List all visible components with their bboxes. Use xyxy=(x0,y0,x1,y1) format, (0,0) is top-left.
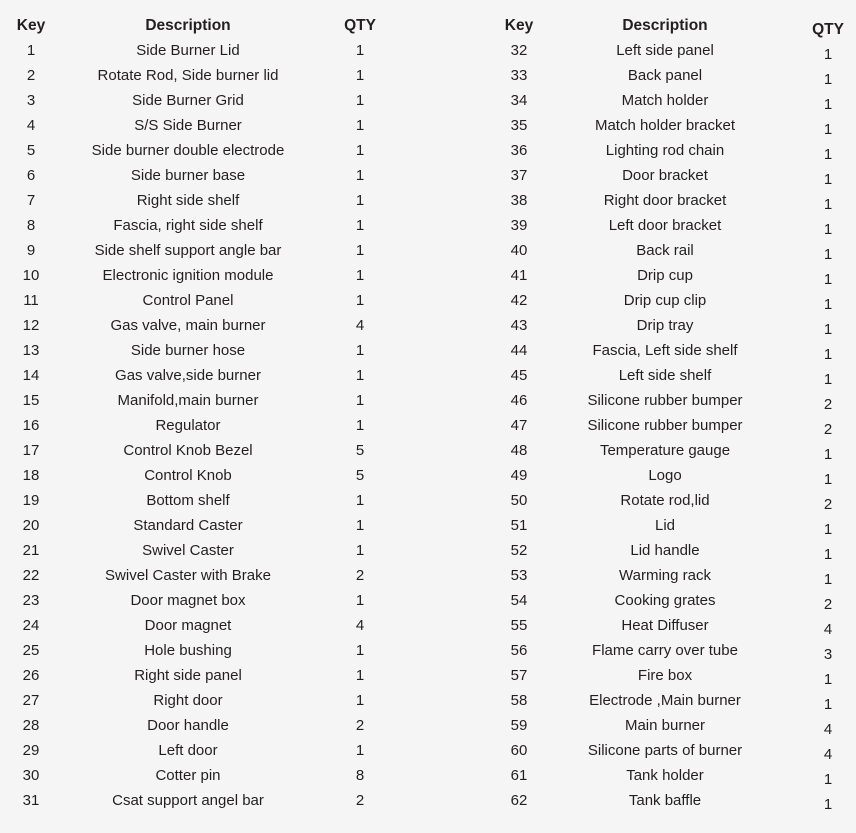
cell-qty: 1 xyxy=(823,771,833,788)
cell-description: Lighting rod chain xyxy=(605,142,725,159)
table-row xyxy=(0,113,400,138)
cell-description: Fire box xyxy=(637,667,693,684)
table-row xyxy=(470,538,856,563)
cell-key: 32 xyxy=(510,42,528,59)
cell-key: 21 xyxy=(22,542,40,559)
table-row xyxy=(470,63,856,88)
cell-description: Silicone rubber bumper xyxy=(587,417,743,434)
table-row xyxy=(470,263,856,288)
cell-qty: 1 xyxy=(823,571,833,588)
cell-qty: 1 xyxy=(355,392,365,409)
cell-description: Right side shelf xyxy=(136,192,240,209)
table-row xyxy=(470,713,856,738)
cell-qty: 1 xyxy=(355,67,365,84)
cell-description: Temperature gauge xyxy=(599,442,731,459)
table-row xyxy=(0,438,400,463)
cell-qty: 1 xyxy=(355,642,365,659)
table-row xyxy=(0,638,400,663)
cell-description: Left door xyxy=(158,742,218,759)
cell-qty: 1 xyxy=(355,342,365,359)
cell-description: Back rail xyxy=(636,242,694,259)
table-row xyxy=(470,588,856,613)
cell-key: 43 xyxy=(510,317,528,334)
table-row xyxy=(470,238,856,263)
cell-description: Regulator xyxy=(155,417,221,434)
cell-qty: 4 xyxy=(823,721,833,738)
cell-qty: 1 xyxy=(823,346,833,363)
table-row xyxy=(470,338,856,363)
cell-description: Right side panel xyxy=(134,667,242,684)
cell-description: Side shelf support angle bar xyxy=(94,242,282,259)
cell-qty: 2 xyxy=(823,421,833,438)
cell-key: 17 xyxy=(22,442,40,459)
cell-description: Control Panel xyxy=(142,292,234,309)
table-row xyxy=(0,538,400,563)
table-row xyxy=(0,513,400,538)
table-row xyxy=(0,313,400,338)
cell-qty: 1 xyxy=(823,546,833,563)
table-row xyxy=(470,288,856,313)
table-row xyxy=(470,488,856,513)
cell-description: Csat support angel bar xyxy=(112,792,264,809)
cell-qty: 1 xyxy=(355,267,365,284)
cell-key: 19 xyxy=(22,492,40,509)
cell-description: Drip tray xyxy=(636,317,694,334)
parts-table-right xyxy=(470,14,856,813)
cell-description: Hole bushing xyxy=(144,642,232,659)
cell-qty: 1 xyxy=(355,367,365,384)
cell-qty: 2 xyxy=(823,596,833,613)
cell-description: Rotate Rod, Side burner lid xyxy=(97,67,279,84)
cell-description: Control Knob Bezel xyxy=(123,442,253,459)
cell-key: 22 xyxy=(22,567,40,584)
table-row xyxy=(0,363,400,388)
cell-description: Cotter pin xyxy=(155,767,221,784)
cell-qty: 1 xyxy=(823,796,833,813)
cell-qty: 1 xyxy=(823,321,833,338)
table-row xyxy=(470,213,856,238)
cell-key: 42 xyxy=(510,292,528,309)
cell-description: Side burner hose xyxy=(130,342,246,359)
cell-key: 10 xyxy=(22,267,40,284)
table-row xyxy=(0,413,400,438)
table-row xyxy=(0,63,400,88)
table-row xyxy=(0,488,400,513)
table-row xyxy=(470,463,856,488)
cell-description: Side Burner Lid xyxy=(136,42,240,59)
cell-key: 9 xyxy=(26,242,36,259)
cell-qty: 4 xyxy=(823,621,833,638)
cell-description: Tank baffle xyxy=(628,792,702,809)
cell-qty: 4 xyxy=(823,746,833,763)
table-row xyxy=(470,138,856,163)
cell-qty: 1 xyxy=(823,146,833,163)
cell-key: 34 xyxy=(510,92,528,109)
table-row xyxy=(470,313,856,338)
cell-key: 41 xyxy=(510,267,528,284)
cell-qty: 1 xyxy=(355,117,365,134)
cell-description: Silicone rubber bumper xyxy=(587,392,743,409)
cell-qty: 4 xyxy=(355,317,365,334)
cell-key: 5 xyxy=(26,142,36,159)
cell-key: 47 xyxy=(510,417,528,434)
cell-description: Fascia, right side shelf xyxy=(113,217,263,234)
cell-key: 6 xyxy=(26,167,36,184)
cell-qty: 8 xyxy=(355,767,365,784)
cell-qty: 1 xyxy=(355,492,365,509)
cell-description: Door bracket xyxy=(622,167,708,184)
table-row xyxy=(0,563,400,588)
table-body xyxy=(0,38,400,813)
cell-description: Lid xyxy=(654,517,676,534)
cell-key: 13 xyxy=(22,342,40,359)
cell-key: 12 xyxy=(22,317,40,334)
table-row xyxy=(0,338,400,363)
table-row xyxy=(0,188,400,213)
table-row xyxy=(0,713,400,738)
cell-qty: 1 xyxy=(823,46,833,63)
cell-key: 39 xyxy=(510,217,528,234)
cell-qty: 1 xyxy=(355,142,365,159)
table-row xyxy=(470,638,856,663)
table-row xyxy=(470,113,856,138)
table-row xyxy=(470,513,856,538)
table-row xyxy=(0,763,400,788)
table-row xyxy=(0,263,400,288)
cell-description: Silicone parts of burner xyxy=(587,742,743,759)
table-row xyxy=(0,88,400,113)
cell-qty: 1 xyxy=(355,592,365,609)
cell-qty: 2 xyxy=(823,396,833,413)
cell-key: 52 xyxy=(510,542,528,559)
cell-key: 28 xyxy=(22,717,40,734)
cell-description: Match holder xyxy=(621,92,709,109)
cell-key: 27 xyxy=(22,692,40,709)
table-row xyxy=(470,188,856,213)
cell-key: 29 xyxy=(22,742,40,759)
cell-description: Lid handle xyxy=(630,542,700,559)
table-row xyxy=(0,613,400,638)
parts-table-left xyxy=(0,14,400,813)
cell-qty: 2 xyxy=(355,717,365,734)
cell-description: Right door xyxy=(153,692,223,709)
cell-qty: 5 xyxy=(355,442,365,459)
cell-description: Heat Diffuser xyxy=(621,617,709,634)
cell-key: 44 xyxy=(510,342,528,359)
table-header xyxy=(0,14,400,38)
cell-description: Tank holder xyxy=(626,767,704,784)
cell-description: Door magnet box xyxy=(130,592,246,609)
cell-key: 20 xyxy=(22,517,40,534)
cell-qty: 1 xyxy=(823,271,833,288)
table-row xyxy=(0,138,400,163)
cell-description: Side burner base xyxy=(130,167,246,184)
cell-description: Standard Caster xyxy=(133,517,243,534)
cell-qty: 4 xyxy=(355,617,365,634)
table-row xyxy=(470,563,856,588)
cell-key: 16 xyxy=(22,417,40,434)
table-row xyxy=(0,388,400,413)
header-description: Description xyxy=(622,17,708,34)
cell-description: Back panel xyxy=(627,67,703,84)
cell-description: Electrode ,Main burner xyxy=(589,692,741,709)
table-row xyxy=(0,288,400,313)
cell-qty: 1 xyxy=(355,692,365,709)
cell-key: 55 xyxy=(510,617,528,634)
cell-description: Electronic ignition module xyxy=(102,267,274,284)
table-row xyxy=(470,738,856,763)
cell-qty: 1 xyxy=(823,471,833,488)
cell-qty: 1 xyxy=(823,371,833,388)
cell-key: 30 xyxy=(22,767,40,784)
table-row xyxy=(470,388,856,413)
cell-qty: 1 xyxy=(823,171,833,188)
cell-key: 18 xyxy=(22,467,40,484)
table-row xyxy=(470,38,856,63)
table-row xyxy=(470,613,856,638)
cell-key: 49 xyxy=(510,467,528,484)
cell-description: Door magnet xyxy=(144,617,232,634)
cell-qty: 1 xyxy=(823,446,833,463)
cell-qty: 1 xyxy=(355,667,365,684)
cell-description: Bottom shelf xyxy=(146,492,230,509)
cell-description: Rotate rod,lid xyxy=(620,492,710,509)
table-row xyxy=(470,688,856,713)
table-row xyxy=(470,363,856,388)
cell-qty: 1 xyxy=(355,417,365,434)
cell-key: 3 xyxy=(26,92,36,109)
cell-description: Logo xyxy=(648,467,682,484)
table-row xyxy=(470,788,856,813)
cell-key: 54 xyxy=(510,592,528,609)
cell-description: Side burner double electrode xyxy=(91,142,285,159)
table-row xyxy=(470,763,856,788)
cell-qty: 2 xyxy=(823,496,833,513)
cell-key: 53 xyxy=(510,567,528,584)
cell-description: Match holder bracket xyxy=(594,117,736,134)
cell-key: 31 xyxy=(22,792,40,809)
cell-qty: 2 xyxy=(355,567,365,584)
table-row xyxy=(0,463,400,488)
cell-key: 45 xyxy=(510,367,528,384)
cell-key: 60 xyxy=(510,742,528,759)
cell-qty: 1 xyxy=(823,671,833,688)
table-header xyxy=(470,14,856,38)
cell-description: Control Knob xyxy=(144,467,232,484)
header-description: Description xyxy=(145,17,231,34)
table-row xyxy=(0,588,400,613)
cell-qty: 1 xyxy=(355,217,365,234)
cell-key: 11 xyxy=(23,292,39,309)
cell-description: Drip cup clip xyxy=(623,292,707,309)
cell-key: 15 xyxy=(22,392,40,409)
cell-key: 62 xyxy=(510,792,528,809)
header-key: Key xyxy=(16,17,46,34)
cell-key: 14 xyxy=(22,367,40,384)
cell-key: 1 xyxy=(26,42,36,59)
header-qty: QTY xyxy=(812,21,844,38)
table-row xyxy=(0,738,400,763)
cell-key: 50 xyxy=(510,492,528,509)
cell-description: Drip cup xyxy=(637,267,693,284)
cell-description: Swivel Caster with Brake xyxy=(105,567,271,584)
cell-qty: 1 xyxy=(355,742,365,759)
cell-qty: 1 xyxy=(823,121,833,138)
cell-key: 51 xyxy=(510,517,528,534)
table-body xyxy=(470,38,856,813)
cell-qty: 1 xyxy=(823,246,833,263)
cell-description: Fascia, Left side shelf xyxy=(592,342,738,359)
cell-key: 36 xyxy=(510,142,528,159)
cell-description: Side Burner Grid xyxy=(132,92,244,109)
cell-key: 26 xyxy=(22,667,40,684)
cell-key: 38 xyxy=(510,192,528,209)
cell-description: S/S Side Burner xyxy=(134,117,242,134)
table-row xyxy=(0,213,400,238)
cell-key: 56 xyxy=(510,642,528,659)
cell-key: 37 xyxy=(510,167,528,184)
cell-qty: 2 xyxy=(355,792,365,809)
cell-description: Cooking grates xyxy=(614,592,716,609)
cell-key: 7 xyxy=(26,192,36,209)
cell-description: Main burner xyxy=(624,717,706,734)
cell-description: Left door bracket xyxy=(608,217,722,234)
cell-qty: 1 xyxy=(355,542,365,559)
cell-qty: 1 xyxy=(823,96,833,113)
cell-qty: 1 xyxy=(355,292,365,309)
cell-key: 23 xyxy=(22,592,40,609)
table-row xyxy=(470,413,856,438)
cell-qty: 1 xyxy=(355,167,365,184)
table-row xyxy=(470,88,856,113)
cell-key: 35 xyxy=(510,117,528,134)
cell-qty: 1 xyxy=(823,196,833,213)
cell-qty: 1 xyxy=(355,242,365,259)
cell-description: Door handle xyxy=(147,717,229,734)
cell-qty: 5 xyxy=(355,467,365,484)
cell-description: Left side panel xyxy=(616,42,714,59)
cell-qty: 1 xyxy=(355,42,365,59)
table-row xyxy=(470,663,856,688)
cell-qty: 1 xyxy=(823,71,833,88)
table-row xyxy=(0,788,400,813)
table-row xyxy=(0,238,400,263)
cell-key: 57 xyxy=(510,667,528,684)
cell-qty: 1 xyxy=(823,521,833,538)
header-key: Key xyxy=(504,17,534,34)
cell-qty: 1 xyxy=(355,92,365,109)
cell-qty: 1 xyxy=(823,696,833,713)
table-row xyxy=(470,163,856,188)
cell-qty: 1 xyxy=(355,192,365,209)
cell-key: 58 xyxy=(510,692,528,709)
cell-key: 33 xyxy=(510,67,528,84)
cell-key: 46 xyxy=(510,392,528,409)
cell-key: 61 xyxy=(510,767,528,784)
cell-qty: 1 xyxy=(823,221,833,238)
cell-description: Right door bracket xyxy=(603,192,727,209)
cell-key: 4 xyxy=(26,117,36,134)
cell-key: 48 xyxy=(510,442,528,459)
cell-description: Left side shelf xyxy=(618,367,712,384)
cell-description: Swivel Caster xyxy=(142,542,234,559)
cell-key: 24 xyxy=(22,617,40,634)
cell-qty: 1 xyxy=(823,296,833,313)
header-qty: QTY xyxy=(344,17,376,34)
table-row xyxy=(0,38,400,63)
cell-qty: 3 xyxy=(823,646,833,663)
table-row xyxy=(0,663,400,688)
cell-key: 40 xyxy=(510,242,528,259)
table-row xyxy=(0,163,400,188)
cell-description: Warming rack xyxy=(619,567,711,584)
table-row xyxy=(470,438,856,463)
cell-key: 8 xyxy=(26,217,36,234)
cell-description: Manifold,main burner xyxy=(117,392,259,409)
cell-key: 25 xyxy=(22,642,40,659)
cell-qty: 1 xyxy=(355,517,365,534)
table-row xyxy=(0,688,400,713)
cell-description: Flame carry over tube xyxy=(592,642,738,659)
cell-key: 2 xyxy=(26,67,36,84)
cell-description: Gas valve,side burner xyxy=(115,367,261,384)
cell-description: Gas valve, main burner xyxy=(110,317,266,334)
cell-key: 59 xyxy=(510,717,528,734)
